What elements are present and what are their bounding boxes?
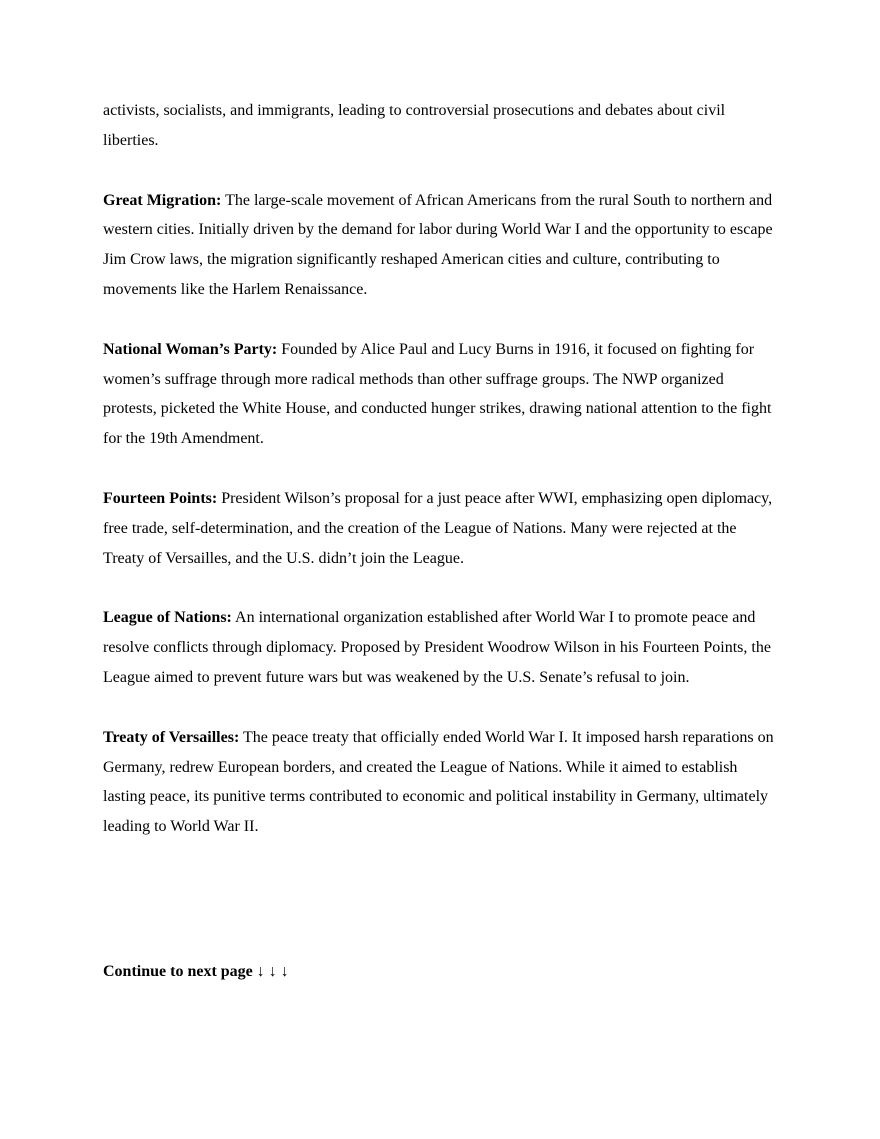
glossary-entry-treaty-of-versailles [103,723,777,842]
term-label: Great Migration: [103,191,222,209]
paragraph-continuation: activists, socialists, and immigrants, leading to controversial prosecutions and debates about civil liberties. [103,102,726,149]
term-label: National Woman’s Party: [103,340,278,358]
glossary-entry-national-womans-party [103,335,777,454]
term-label: League of Nations: [103,609,232,627]
glossary-entry-fourteen-points [103,484,777,573]
term-label: Treaty of Versailles: [103,728,240,746]
term-label: Fourteen Points: [103,489,218,507]
glossary-entry-league-of-nations [103,603,777,692]
term-definition: The peace treaty that officially ended World War I. It imposed harsh reparations on Germany, redrew European borders, and created the League of Nations. While it aimed to establish lasting peace, its punitive terms contributed to economic and political instability in Germany, ultimately leading to World War II. [103,728,774,836]
term-definition: President Wilson’s proposal for a just peace after WWI, emphasizing open diplomacy, free trade, self-determination, and the creation of the League of Nations. Many were rejected at the Treaty of Versailles, and the U.S. didn’t join the League. [103,489,773,567]
term-definition: The large-scale movement of African Americans from the rural South to northern and western cities. Initially driven by the demand for labor during World War I and the opportunity to escape Jim Crow laws, the migration significantly reshaped American cities and culture, contributing to movements like the Harlem Renaissance. [103,191,773,298]
term-definition: Founded by Alice Paul and Lucy Burns in 1916, it focused on fighting for women’s suffrage through more radical methods than other suffrage groups. The NWP organized protests, picketed the White House, and conducted hunger strikes, drawing national attention to the fight for the 19th Amendment. [103,340,772,448]
glossary-entry-great-migration [103,186,777,305]
continue-to-next-page-note: Continue to next page ↓ ↓ ↓ [103,962,289,980]
term-definition: An international organization established after World War I to promote peace and resolve conflicts through diplomacy. Proposed by President Woodrow Wilson in his Fourteen Points, the League aimed to prevent future wars but was weakened by the U.S. Senate’s refusal to join. [103,609,771,686]
